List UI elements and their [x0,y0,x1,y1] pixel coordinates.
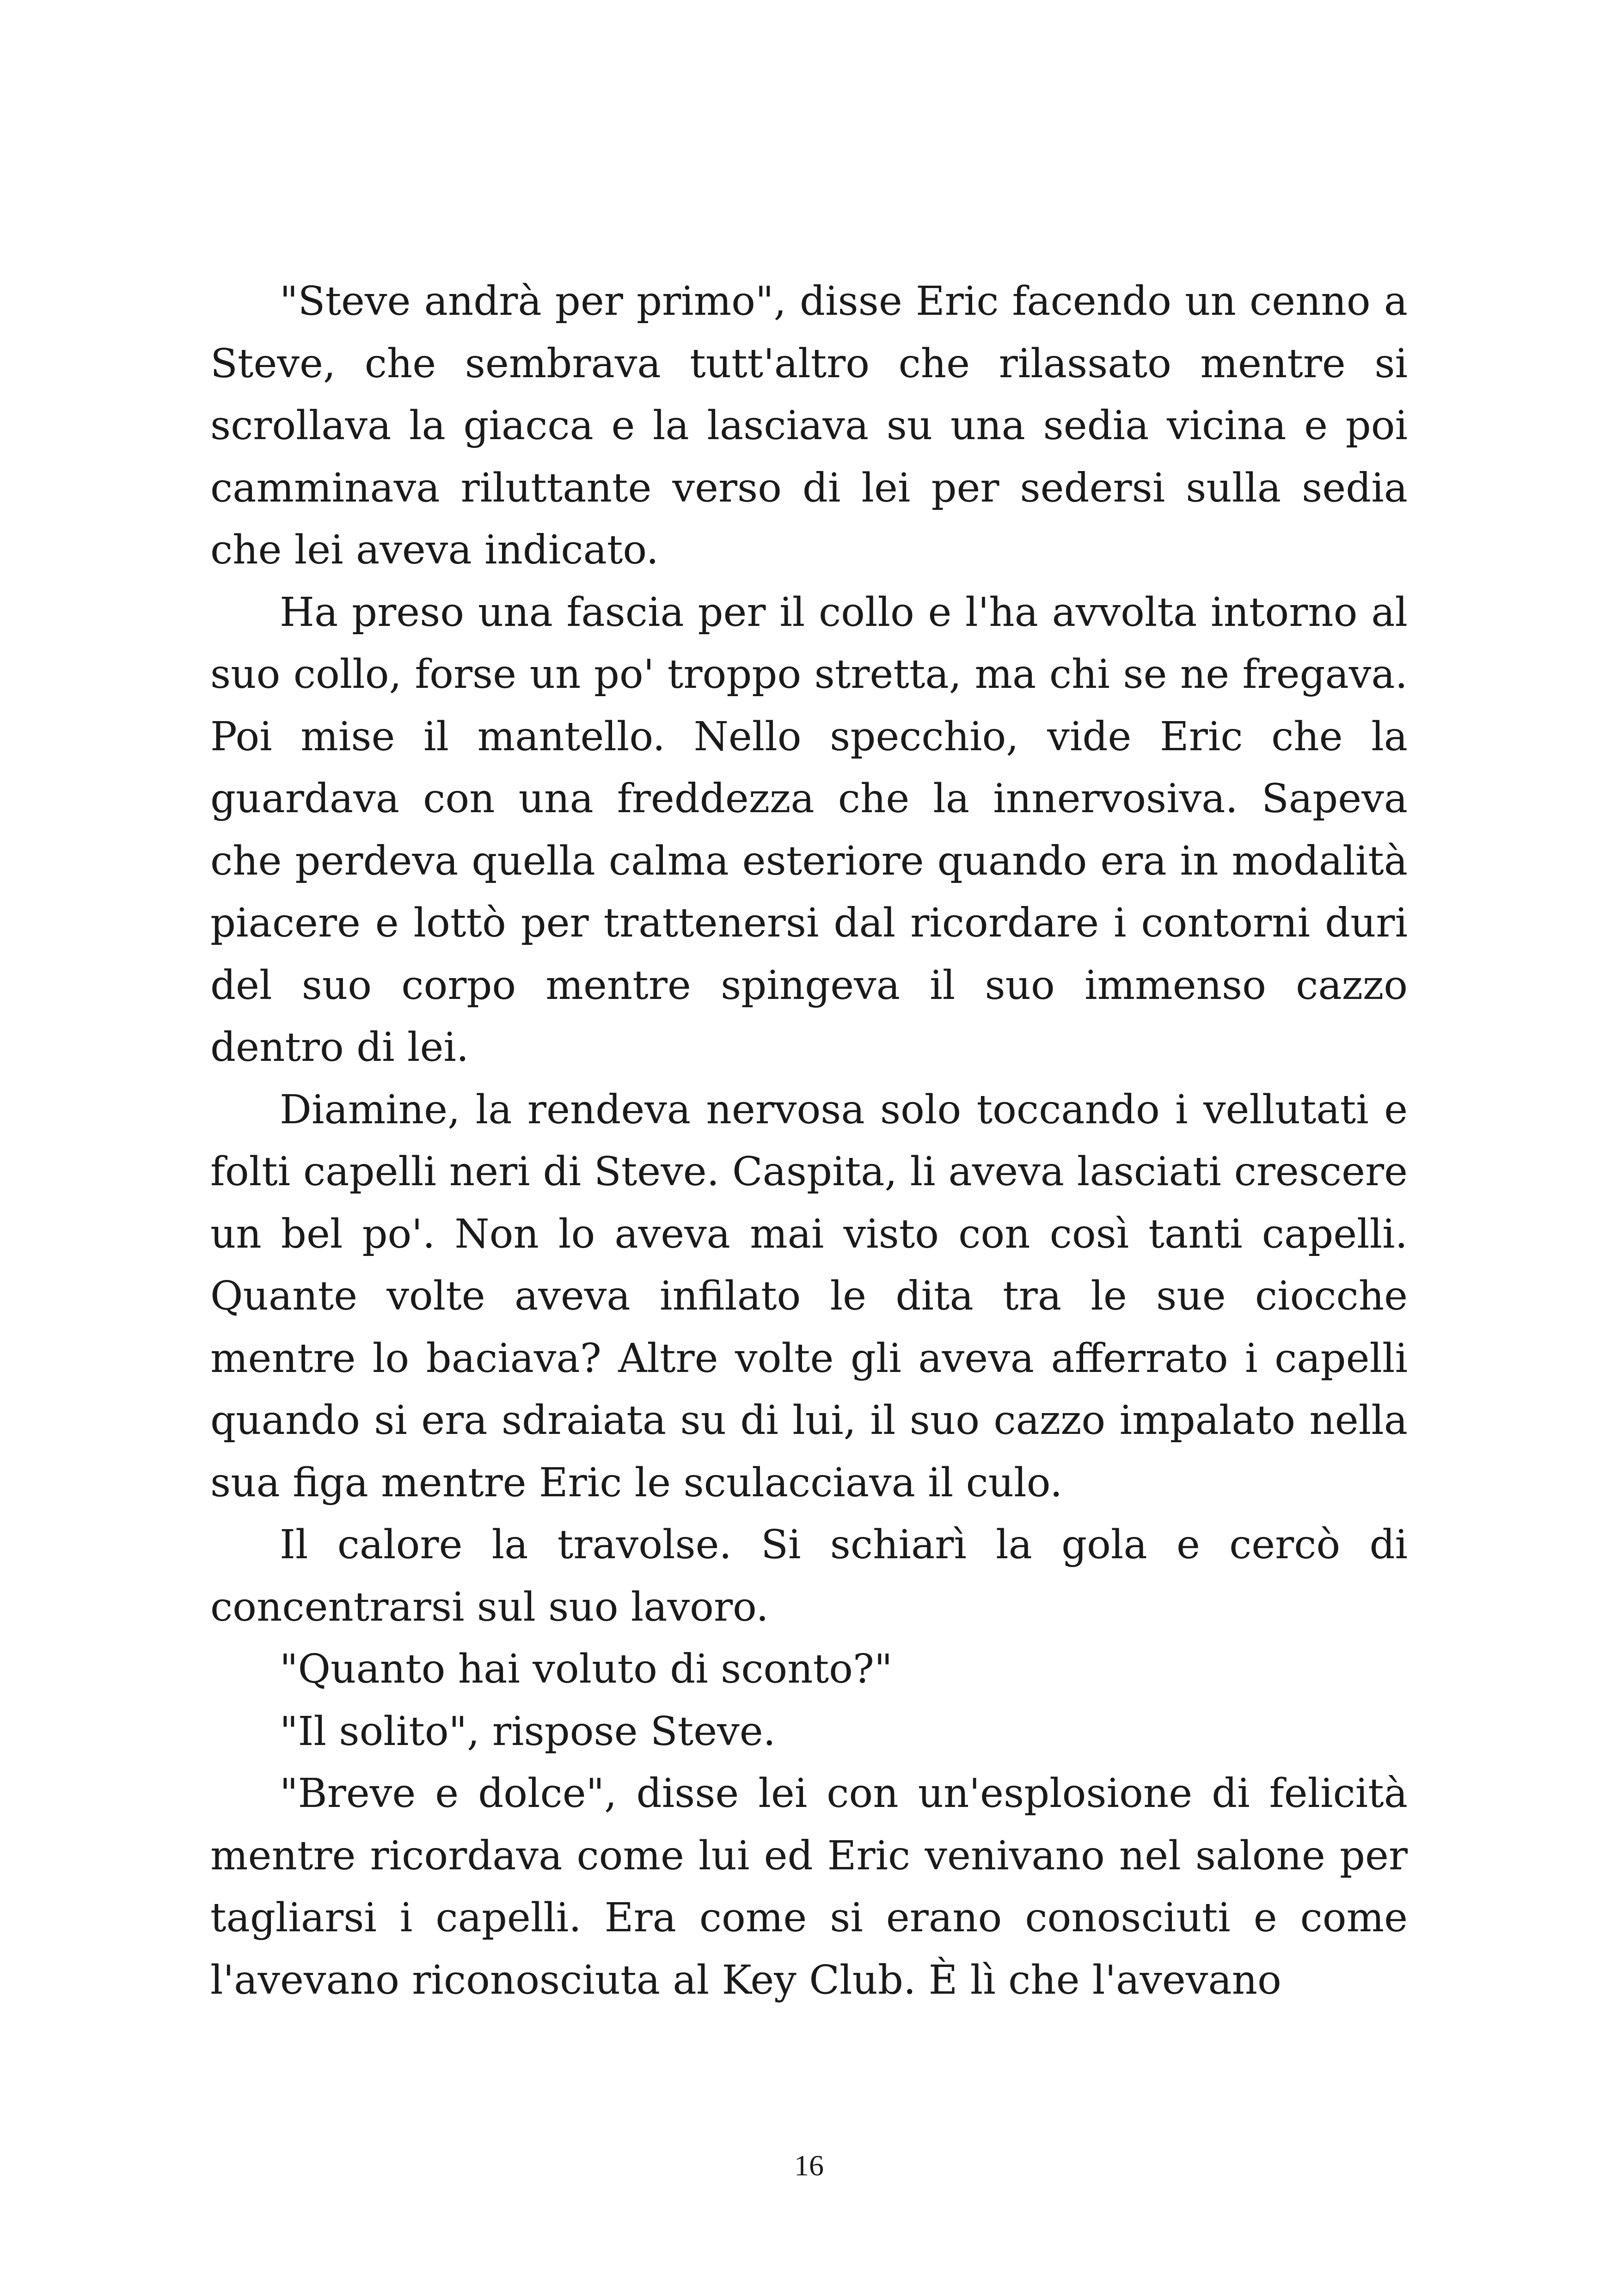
paragraph: Diamine, la rendeva nervosa solo toccando i vellutati e folti capelli neri di Steve. Caspita, li aveva lasciati crescere un bel po'. Non lo aveva mai visto con così tanti capelli. Quante volte aveva infilato le dita tra le sue ciocche mentre lo baciava? Altre volte gli aveva afferrato i capelli quando si era sdraiata su di lui, il suo cazzo impalato nella sua figa mentre Eric le sculacciava il culo. [210,1086,1408,1506]
body-text [210,270,1408,2011]
page-number: 16 [794,2149,824,2182]
paragraph: Il calore la travolse. Si schiarì la gola e cercò di concentrarsi sul suo lavoro. [210,1522,1408,1630]
paragraph: "Breve e dolce", disse lei con un'esplosione di felicità mentre ricordava come lui ed Eric venivano nel salone per tagliarsi i capelli. Era come si erano conosciuti e come l'avevano riconosciuta al Key Club. È lì che l'avevano [210,1770,1408,2003]
paragraph: "Quanto hai voluto di sconto?" [280,1646,893,1692]
paragraph: Ha preso una fascia per il collo e l'ha avvolta intorno al suo collo, forse un po' troppo stretta, ma chi se ne fregava. Poi mise il mantello. Nello specchio, vide Eric che la guardava con una freddezza che la innervosiva. Sapeva che perdeva quella calma esteriore quando era in modalità piacere e lottò per trattenersi dal ricordare i contorni duri del suo corpo mentre spingeva il suo immenso cazzo dentro di lei. [210,589,1408,1071]
paragraph: "Steve andrà per primo", disse Eric facendo un cenno a Steve, che sembrava tutt'altro che rilassato mentre si scrollava la giacca e la lasciava su una sedia vicina e poi camminava riluttante verso di lei per sedersi sulla sedia che lei aveva indicato. [210,278,1408,573]
paragraph: "Il solito", rispose Steve. [280,1708,776,1755]
